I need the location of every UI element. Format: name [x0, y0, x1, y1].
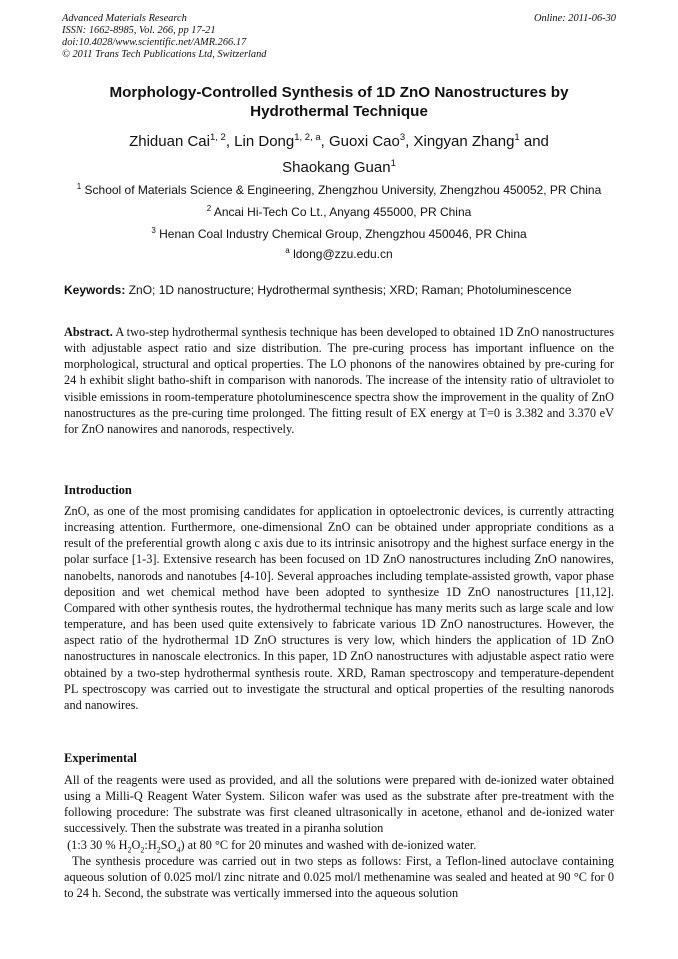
formula-text: SO [160, 837, 177, 852]
affiliation-mark: 2 [206, 204, 212, 213]
doi-line: doi:10.4028/www.scientific.net/AMR.266.17 [62, 37, 247, 48]
experimental-paragraph-2: The synthesis procedure was carried out in two steps as follows: First, a Teflon-lined autoclave containing aqueous solution of 0.025 mol/l zinc nitrate and 0.025 mol/l methenamine was sealed and heated at 90 °C for 0 to 24 h. Second, the substrate was vertically immersed into the aqueous solution [64, 853, 614, 901]
formula-subscript: 2 [156, 845, 161, 855]
experimental-heading: Experimental [64, 751, 137, 765]
introduction-text: ZnO, as one of the most promising candidates for application in optoelectronic devices, is currently attracting increasing attention. Furthermore, one-dimensional ZnO can be obtained under appropriate conditions as a result of the preferential growth along c axis due to its intrinsic anisotropy and the highest surface energy in the polar surface [1-3]. Extensive research has been focused on 1D ZnO nanostructures including ZnO nanowires, nanobelts, nanorods and nanotubes [4-10]. Several approaches including template-assisted growth, vapor phase deposition and wet chemical method have been adopted to synthesize 1D ZnO nanostructures [11,12]. Compared with other synthesis routes, the hydrothermal technique has many merits such as large scale and low temperature, and has been used quite extensively to fabricate various 1D ZnO nanostructures. However, the aspect ratio of the hydrothermal 1D ZnO structures is very low, which hinders the application of 1D ZnO nanostructures in nanoscale electronics. In this paper, 1D ZnO nanostructures with adjustable aspect ratio were obtained by a two-step hydrothermal synthesis route. XRD, Raman spectroscopy and temperature-dependent PL spectroscopy was carried out to investigate the structural and optical properties of the resulting nanorods and nanowires. [64, 504, 614, 712]
keywords-label: Keywords: [64, 283, 126, 297]
author-name: Zhiduan Cai [129, 133, 210, 150]
copyright-line: © 2011 Trans Tech Publications Ltd, Switzerland [62, 49, 267, 60]
affiliation-text: Ancai Hi-Tech Co Lt., Anyang 455000, PR China [213, 205, 472, 219]
abstract-text: A two-step hydrothermal synthesis technique has been developed to obtained 1D ZnO nanostructures with adjustable aspect ratio and size distribution. The pre-curing process has important influence on the morphological, structural and optical properties. The LO phonons of the nanowires obtained by pre-curing for 24 h exhibit slight batho-shift in comparison with nanorods. The increase of the intensity ratio of ultraviolet to visible emissions in room-temperature photoluminescence spectra show the improvement in the quality of ZnO nanostructures as the pre-curing time prolonged. The fitting result of EX energy at T=0 is 3.382 and 3.370 eV for ZnO nanowires and nanorods, respectively. [64, 325, 614, 436]
formula-subscript: 2 [127, 845, 132, 855]
formula-text: O [131, 837, 141, 852]
affiliation-1 [40, 183, 638, 197]
author-separator: , [320, 133, 329, 150]
author-affiliation-mark: 3 [399, 132, 406, 143]
keywords-text: ZnO; 1D nanostructure; Hydrothermal synthesis; XRD; Raman; Photoluminescence [128, 283, 572, 297]
formula-text: (1:3 30 % H [67, 837, 128, 852]
affiliation-mark: 1 [76, 182, 82, 191]
issn-line: ISSN: 1662-8985, Vol. 266, pp 17-21 [62, 25, 216, 36]
abstract [64, 324, 614, 437]
experimental-paragraph-1: All of the reagents were used as provided, and all the solutions were prepared with de-ionized water obtained using a Milli-Q Reagent Water System. Silicon wafer was used as the substrate after pre-treatment with the following procedure: The substrate was first cleaned ultrasonically in acetone, ethanol and de-ionized water successively. Then the substrate was treated in a piranha solution [64, 773, 614, 836]
abstract-label: Abstract. [64, 325, 113, 339]
formula-text: ) at 80 °C for 20 minutes and washed with de-ionized water. [180, 837, 477, 852]
author-name: Shaokang Guan [282, 159, 391, 176]
author-affiliation-mark: 1 [390, 158, 396, 169]
paper-title: Morphology-Controlled Synthesis of 1D ZnO Nanostructures by Hydrothermal Technique [109, 84, 569, 120]
introduction-paragraph [64, 503, 614, 713]
author-name: Guoxi Cao [328, 133, 400, 150]
author-separator: , [225, 133, 235, 150]
affiliation-mark: 3 [151, 226, 156, 235]
affiliation-mark: a [285, 246, 290, 255]
affiliation-text: Henan Coal Industry Chemical Group, Zhengzhou 450046, PR China [159, 227, 527, 241]
formula-subscript: 4 [176, 845, 181, 855]
affiliation-2 [40, 205, 638, 219]
formula-subscript: 2 [140, 845, 145, 855]
keywords [64, 283, 614, 297]
author-affiliation-mark: 1, 2 [209, 132, 226, 143]
email-text: ldong@zzu.edu.cn [293, 247, 393, 261]
affiliation-text: School of Materials Science & Engineering, Zhengzhou University, Zhengzhou 450052, PR China [84, 183, 602, 197]
formula-text: :H [144, 837, 157, 852]
author-separator: and [519, 133, 549, 150]
experimental-section [64, 772, 614, 901]
author-name: Lin Dong [234, 133, 295, 150]
affiliation-3 [40, 227, 638, 241]
journal-header [62, 13, 616, 61]
author-separator: , [405, 133, 414, 150]
author-affiliation-mark: 1, 2, a [294, 132, 321, 143]
author-name: Xingyan Zhang [413, 133, 515, 150]
corresponding-email [40, 247, 638, 261]
experimental-solution-line [64, 837, 614, 853]
author-affiliation-mark: 1 [514, 132, 520, 143]
author-list [62, 129, 616, 181]
journal-name: Advanced Materials Research [62, 13, 187, 24]
online-date: Online: 2011-06-30 [533, 13, 616, 24]
introduction-heading: Introduction [64, 483, 132, 497]
